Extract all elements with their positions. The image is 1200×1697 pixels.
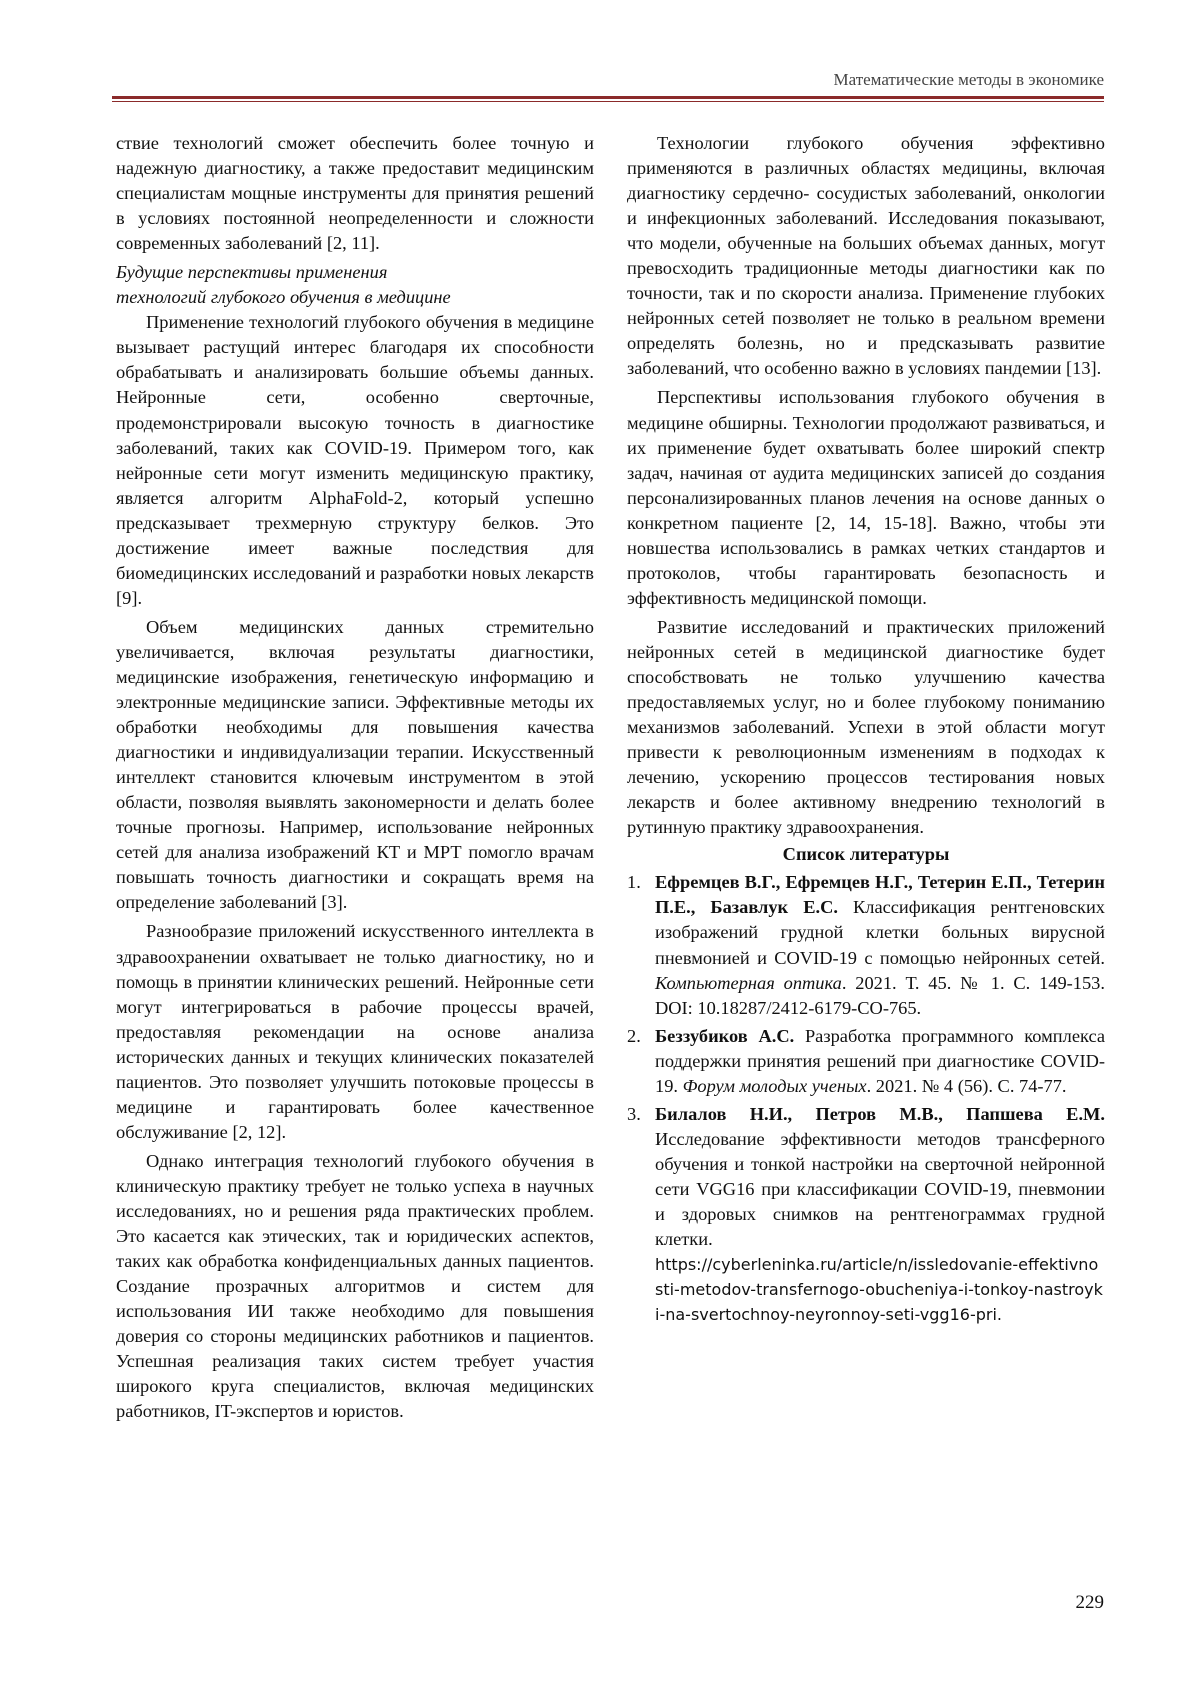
- paragraph: Применение технологий глубокого обучения в медицине вызывает растущий интерес благодаря их способности обрабатывать и анализировать большие объемы данных. Нейронные сети, особенно сверточные, продемонстрировали высокую точность в диагностике заболеваний, таких как COVID-19. Примером того, как нейронные сети могут изменить медицинскую практику, является алгоритм AlphaFold-2, который успешно предсказывает трехмерную структуру белков. Это достижение имеет важные последствия для биомедицинских исследований и разработки новых лекарств [9].: [116, 312, 594, 608]
- reference-source: Компьютерная оптика: [655, 972, 842, 993]
- reference-item: [627, 1102, 1105, 1327]
- reference-text: Исследование эффективности методов трансферного обучения и тонкой настройки на сверточной нейронной сети VGG16 при классификации COVID-19, пневмонии и здоровых снимков на рентгенограммах грудной клетки.: [655, 1128, 1105, 1250]
- paragraph: Технологии глубокого обучения эффективно применяются в различных областях медицины, включая диагностику сердечно- сосудистых заболеваний, онкологии и инфекционных заболеваний. Исследования показывают, что модели, обученные на больших объемах данных, могут превосходить традиционные методы диагностики как по точности, так и по скорости анализа. Применение глубоких нейронных сетей позволяет не только в реальном времени определять болезнь, но и предсказывать развитие заболеваний, что особенно важно в условиях пандемии [13].: [627, 133, 1105, 379]
- paragraph: Разнообразие приложений искусственного интеллекта в здравоохранении охватывает не только диагностику, но и помощь в принятии клинических решений. Нейронные сети могут интегрироваться в рабочие процессы врачей, предоставляя рекомендации на основе анализа исторических данных и текущих клинических показателей пациентов. Это позволяет улучшить потоковые процессы в медицине и гарантировать более качественное обслуживание [2, 12].: [116, 921, 594, 1142]
- subheading-line: технологий глубокого обучения в медицине: [116, 287, 451, 308]
- reference-tail: . 2021. Т. 45. № 1. С. 149-153. DOI: 10.18287/2412-6179-CO-765.: [655, 972, 1105, 1018]
- paragraph: ствие технологий сможет обеспечить более точную и надежную диагностику, а также предоставит медицинским специалистам мощные инструменты для принятия решений в условиях постоянной неопределенности и сложности современных заболеваний [2, 11].: [116, 133, 594, 254]
- reference-text: Классификация рентгеновских изображений грудной клетки больных вирусной пневмонией и COVID-19 с помощью нейронных сетей.: [655, 897, 1105, 968]
- reference-number: 3.: [627, 1103, 641, 1124]
- reference-item: [627, 1024, 1105, 1099]
- reference-authors: Билалов Н.И., Петров М.В., Папшева Е.М.: [655, 1103, 1105, 1124]
- right-column: [627, 131, 1105, 1327]
- reference-authors: Беззубиков А.С.: [655, 1025, 795, 1046]
- subheading-line: Будущие перспективы применения: [116, 262, 388, 283]
- paragraph: Объем медицинских данных стремительно увеличивается, включая результаты диагностики, медицинские изображения, генетическую информацию и электронные медицинские записи. Эффективные методы их обработки необходимы для повышения качества диагностики и индивидуализации терапии. Искусственный интеллект становится ключевым инструментом в этой области, позволяя выявлять закономерности и делать более точные прогнозы. Например, использование нейронных сетей для анализа изображений КТ и МРТ помогло врачам повышать точность диагностики и сокращать время на определение заболеваний [3].: [116, 616, 594, 913]
- paragraph: Развитие исследований и практических приложений нейронных сетей в медицинской диагностике будет способствовать не только улучшению качества предоставляемых услуг, но и более глубокому пониманию механизмов заболеваний. Успехи в этой области могут привести к революционным изменениям в подходах к лечению, ускорению процессов тестирования новых лекарств и более активному внедрению технологий в рутинную практику здравоохранения.: [627, 616, 1105, 838]
- journal-section-title: Математические методы в экономике: [833, 70, 1104, 89]
- left-column: [116, 131, 594, 1424]
- reference-authors: Ефремцев В.Г., Ефремцев Н.Г., Тетерин Е.П., Тетерин П.Е., Базавлук Е.С.: [655, 872, 1105, 918]
- reference-source: Форум молодых ученых: [682, 1075, 867, 1096]
- reference-text: Разработка программного комплекса поддержки принятия решений при диагностике COVID-19.: [655, 1025, 1106, 1096]
- section-subheading: [116, 260, 594, 310]
- paragraph: Перспективы использования глубокого обучения в медицине обширны. Технологии продолжают развиваться, и их применение будет охватывать более широкий спектр задач, начиная от аудита медицинских записей до создания персонализированных планов лечения на основе данных о конкретном пациенте [2, 14, 15-18]. Важно, чтобы эти новшества использовались в рамках четких стандартов и протоколов, чтобы гарантировать безопасность и эффективность медицинской помощи.: [627, 387, 1105, 608]
- running-header: [112, 70, 1104, 104]
- page-number: 229: [1075, 1592, 1104, 1613]
- reference-list: [627, 870, 1105, 1327]
- reference-link[interactable]: https://cyberleninka.ru/article/n/issledovanie-effektivnosti-metodov-transfernogo-obucheniya-i-tonkoy-nastroyki-na-svertochnoy-neyronnoy-seti-vgg16-pri.: [655, 1255, 1103, 1325]
- reference-number: 1.: [627, 872, 641, 893]
- references-heading: Список литературы: [782, 844, 950, 865]
- reference-item: [627, 870, 1105, 1020]
- header-rule-thin: [112, 101, 1104, 102]
- reference-tail: . 2021. № 4 (56). С. 74-77.: [866, 1075, 1067, 1096]
- paragraph: Однако интеграция технологий глубокого обучения в клиническую практику требует не только успеха в научных исследованиях, но и решения ряда практических проблем. Это касается как этических, так и юридических аспектов, таких как обработка конфиденциальных данных пациентов. Создание прозрачных алгоритмов и систем для использования ИИ также необходимо для повышения доверия со стороны медицинских работников и пациентов. Успешная реализация таких систем требует участия широкого круга специалистов, включая медицинских работников, IT-экспертов и юристов.: [116, 1150, 594, 1422]
- header-rule-thick: [112, 96, 1104, 99]
- reference-number: 2.: [627, 1025, 641, 1046]
